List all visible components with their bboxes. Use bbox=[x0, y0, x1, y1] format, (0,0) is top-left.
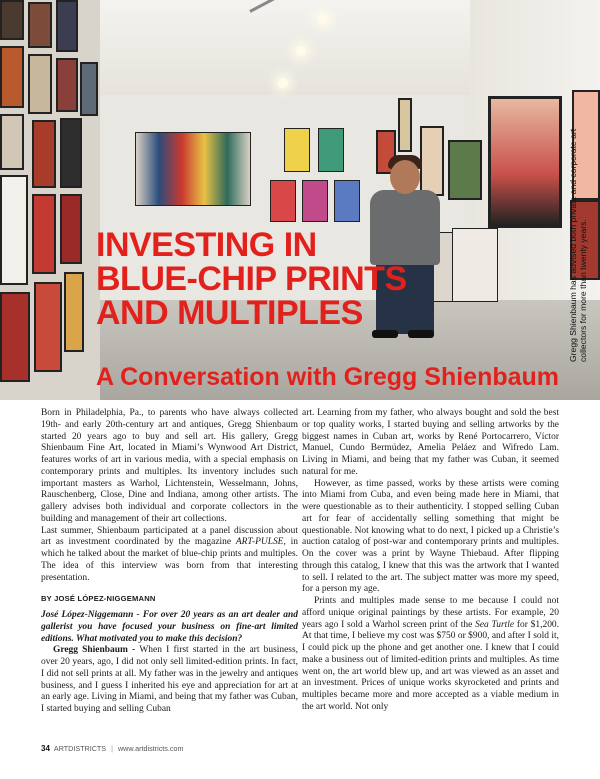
photo-person-body bbox=[370, 190, 440, 265]
photo-artwork bbox=[0, 292, 30, 382]
photo-artwork bbox=[0, 175, 28, 285]
photo-artwork bbox=[64, 272, 84, 352]
photo-artwork bbox=[270, 180, 296, 222]
page-number: 34 bbox=[41, 744, 50, 753]
photo-lamp bbox=[278, 78, 288, 88]
photo-artwork bbox=[60, 194, 82, 264]
photo-artwork bbox=[28, 2, 52, 48]
photo-artwork bbox=[334, 180, 360, 222]
body-paragraph bbox=[302, 596, 559, 714]
headline-line-2: BLUE-CHIP PRINTS bbox=[96, 260, 407, 298]
footer-magazine: ARTDISTRICTS bbox=[53, 744, 107, 753]
photo-artwork bbox=[80, 62, 98, 116]
artwork-title: Sea Turtle bbox=[475, 619, 515, 630]
photo-person-shoe bbox=[408, 330, 434, 338]
body-paragraph: art. Learning from my father, who always bought and sold the best or top quality works, I started buying and selling artworks by the biggest names in Cuban art, works by René Portocarrero, Víctor Manuel, Cundo Bermúdez, Amelia Peláez and Wifredo Lam. Living in Miami, and being that my father was Cuban, it seemed natural for me. bbox=[302, 408, 559, 477]
byline: BY JOSÉ LÓPEZ-NIGGEMANN bbox=[41, 594, 156, 604]
photo-artwork bbox=[32, 120, 56, 188]
photo-artwork bbox=[56, 58, 78, 112]
headline-subtitle: A Conversation with Gregg Shienbaum bbox=[96, 363, 560, 391]
answer-text: When I first started in the art business, over 20 years, ago, I did not only sell limited-edition prints. In fact, I did not sell prints at all. My father was in the jewelry and antiques business, and I guess I inherited his eye and appreciation for art at an early age. Living in Miami, and being that my father was Cuban, I started buying and selling Cuban bbox=[41, 645, 298, 714]
photo-artwork bbox=[448, 140, 482, 200]
article-column-1 bbox=[41, 408, 298, 716]
photo-stacked-canvas bbox=[452, 228, 498, 302]
intro-paragraph: Born in Philadelphia, Pa., to parents who have always collected 19th- and early 20th-century art and antiques, Gregg Shienbaum started 20 years ago to buy and sell art. His gallery, Gregg Shienbaum Fine Art, located in Miami’s Wynwood Art District, features works of art in various media, with a special emphasis on contemporary prints and multiples. Its inventory includes such important masters as Warhol, Lichtenstein, Wesselmann, Johns, Rauschenberg, Close, Dine and Indiana, among other artists. The gallery advises both individual and corporate collectors in the building and management of their art collections. bbox=[41, 408, 298, 524]
photo-artwork bbox=[302, 180, 328, 222]
photo-lamp bbox=[318, 14, 328, 24]
photo-artwork bbox=[318, 128, 344, 172]
article-column-2 bbox=[302, 408, 559, 714]
footer-url: www.artdistricts.com bbox=[117, 744, 184, 753]
page-footer bbox=[41, 744, 183, 753]
text-run: for $1,200. At that time, I believe my cost was $750 or $900, and after I sold it, I could pick up the phone and get another one. I knew that I could make a business out of limited-edition prints and multiples. As time went on, the art world blew up, and art was viewed as an asset and an investment. Prices of unique works skyrocketed and prints and multiples became more and more accepted as a viable medium in the art world. Not only bbox=[302, 619, 559, 712]
photo-artwork bbox=[420, 126, 444, 196]
photo-lamp bbox=[296, 46, 306, 56]
headline-line-3: AND MULTIPLES bbox=[96, 294, 363, 332]
photo-artwork bbox=[0, 46, 24, 108]
text-run: Last summer, Shienbaum participated at a panel discussion about art as investment coordinated by the magazine bbox=[41, 525, 298, 548]
photo-artwork bbox=[56, 0, 78, 52]
photo-person-shoe bbox=[372, 330, 398, 338]
photo-artwork-large bbox=[135, 132, 251, 206]
photo-artwork bbox=[32, 194, 56, 274]
magazine-name: ART-PULSE bbox=[235, 537, 284, 548]
text-run: , in which he talked about the market of blue-chip prints and multiples. The idea of this interview was born from that interesting presentation. bbox=[41, 537, 298, 583]
photo-artwork-portrait bbox=[488, 96, 562, 228]
photo-person-head bbox=[390, 160, 420, 194]
interview-question: José López-Niggemann - For over 20 years as an art dealer and gallerist you have focused your business on fine-art limited editions. What motivated you to make this decision? bbox=[41, 610, 298, 644]
photo-artwork bbox=[28, 54, 52, 114]
headline-line-1: INVESTING IN bbox=[96, 226, 317, 264]
photo-artwork bbox=[0, 0, 24, 40]
photo-artwork bbox=[34, 282, 62, 372]
text-run: Prints and multiples made sense to me because I could not afford unique original paintings by these artists. For example, 20 years ago I sold a Warhol screen print of the bbox=[302, 596, 559, 630]
photo-artwork bbox=[398, 98, 412, 152]
interview-answer bbox=[41, 645, 298, 716]
photo-caption: Gregg Shienbaum has advised both private and corporate art collectors for more than twenty years. bbox=[568, 128, 588, 362]
footer-separator: | bbox=[111, 744, 113, 753]
photo-artwork bbox=[0, 114, 24, 170]
photo-artwork bbox=[60, 118, 82, 188]
body-paragraph: However, as time passed, works by these artists were coming into Miami from Cuba, and even being made here in Miami, that were questionable as to their authenticity. I stopped selling Cuban art for fear of accidentally selling something that might be questionable. Not knowing what to do next, I picked up a Christie’s auction catalog of post-war and contemporary prints and multiples. On the cover was a print by Wayne Thiebaud. After flipping through this catalog, I knew that this was the artwork that I wanted to sell. I related to the art. The subject matter was more my speed, for a person my age. bbox=[302, 478, 559, 595]
answer-speaker: Gregg Shienbaum - bbox=[53, 645, 140, 656]
photo-artwork bbox=[284, 128, 310, 172]
intro-paragraph-2 bbox=[41, 526, 298, 585]
